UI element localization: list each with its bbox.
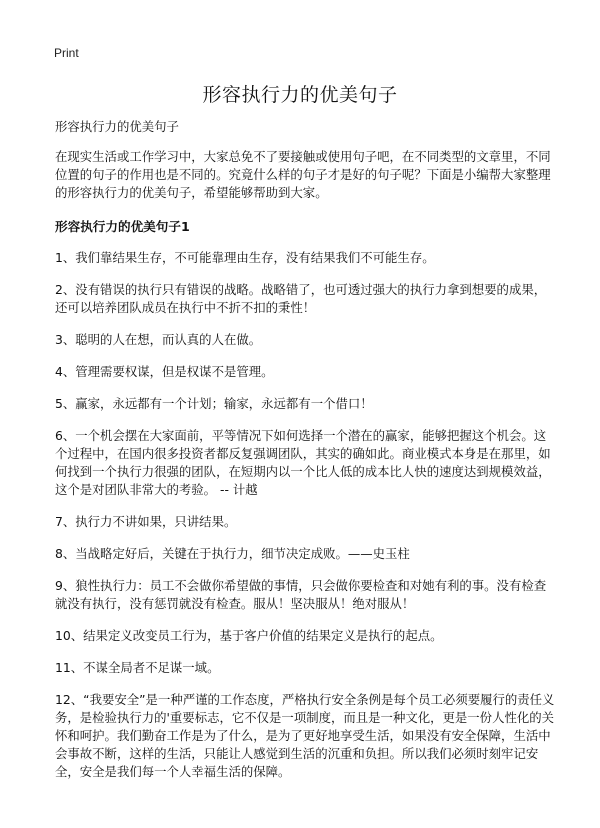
list-item: 1、我们靠结果生存，不可能靠理由生存，没有结果我们不可能生存。 — [55, 250, 435, 265]
print-link[interactable]: Print — [54, 46, 79, 60]
list-item: 8、当战略定好后，关键在于执行力，细节决定成败。——史玉柱 — [55, 546, 410, 561]
list-item: 11、不谋全局者不足谋一域。 — [55, 660, 220, 675]
list-item: 10、结果定义改变员工行为，基于客户价值的结果定义是执行的起点。 — [55, 628, 443, 643]
list-item: 6、一个机会摆在大家面前，平等情况下如何选择一个潜在的赢家，能够把握这个机会。这个过程中，在国内很多投资者都反复强调团队，其实的确如此。商业模式本身是在那里，如何找到一个执行力很强的团队，在短期内以一个比人低的成本比人快的速度达到规模效益，这个是对团队非常大的考验。 -- 计越 — [55, 428, 551, 497]
list-item: 4、管理需要权谋，但是权谋不是管理。 — [55, 364, 274, 379]
list-item: 7、执行力不讲如果，只讲结果。 — [55, 514, 237, 529]
list-item: 2、没有错误的执行只有错误的战略。战略错了，也可透过强大的执行力拿到想要的成果，还可以培养团队成员在执行中不折不扣的秉性！ — [55, 282, 547, 315]
list-item: 9、狼性执行力：员工不会做你希望做的事情，只会做你要检查和对她有利的事。没有检查就没有执行，没有惩罚就没有检查。服从！坚决服从！绝对服从！ — [55, 578, 547, 611]
intro-paragraph: 在现实生活或工作学习中，大家总免不了要接触或使用句子吧，在不同类型的文章里，不同位置的句子的作用也是不同的。究竟什么样的句子才是好的句子呢？下面是小编帮大家整理的形容执行力的优美句子，希望能够帮助到大家。 — [55, 149, 551, 200]
page-title: 形容执行力的优美句子 — [202, 84, 398, 106]
list-item: 5、赢家，永远都有一个计划；输家，永远都有一个借口！ — [55, 396, 373, 411]
article-subtitle: 形容执行力的优美句子 — [55, 119, 179, 134]
article-body — [55, 118, 555, 795]
section-heading: 形容执行力的优美句子1 — [55, 219, 190, 234]
list-item: 3、聪明的人在想，而认真的人在做。 — [55, 332, 262, 347]
list-item: 12、“我要安全”是一种严谨的工作态度，严格执行安全条例是每个员工必须要履行的责任义务，是检验执行力的'重要标志，它不仅是一项制度，而且是一种文化，更是一份人性化的关怀和呵护。我们勤奋工作是为了什么，是为了更好地享受生活，如果没有安全保障，生活中会事故不断，这样的生活，只能让人感觉到生活的沉重和负担。所以我们必须时刻牢记安全，安全是我们每一个人幸福生活的保障。 — [55, 692, 555, 779]
